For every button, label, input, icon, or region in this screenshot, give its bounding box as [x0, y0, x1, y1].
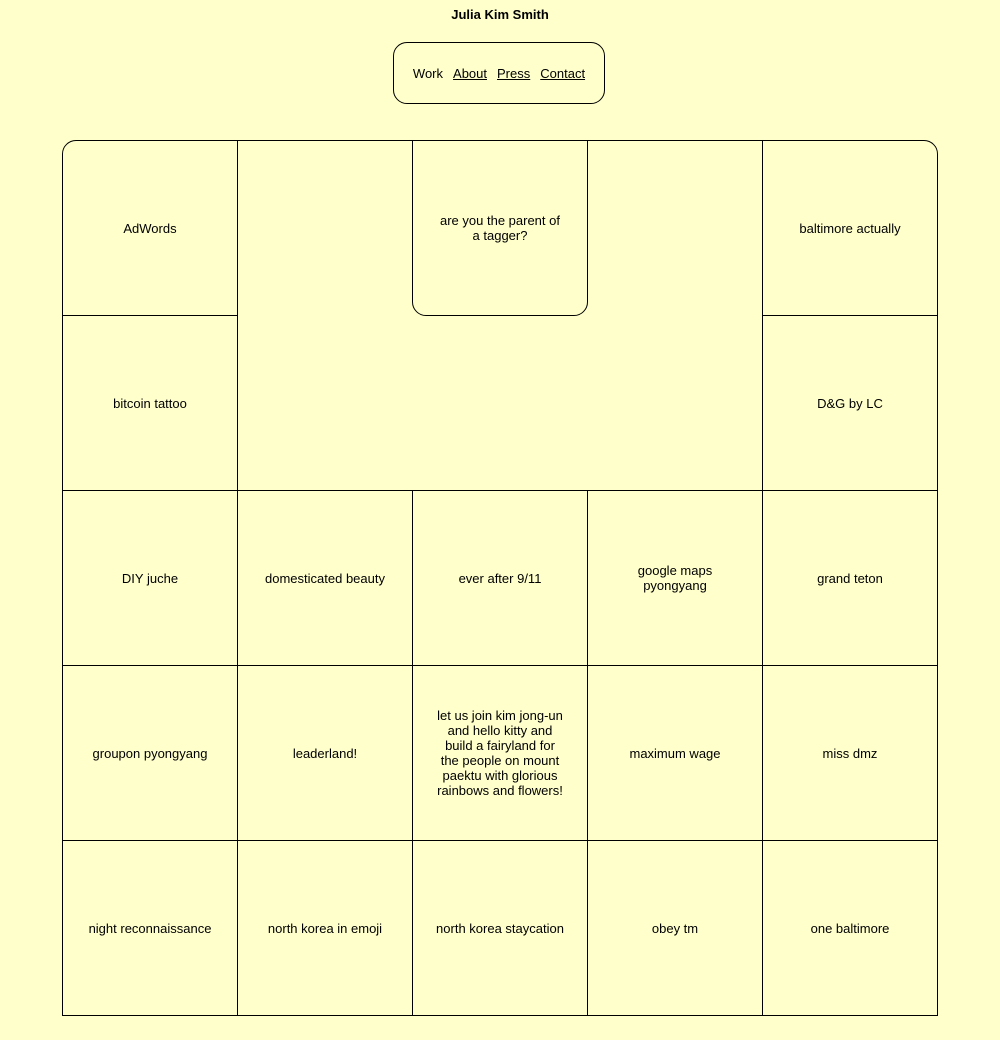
project-dg-by-lc[interactable] — [762, 315, 938, 491]
project-adwords[interactable] — [62, 140, 238, 316]
project-diy-juche[interactable] — [62, 490, 238, 666]
project-north-korea-staycation[interactable] — [412, 840, 588, 1016]
project-label: D&G by LC — [817, 395, 883, 411]
nav-about-link[interactable]: About — [453, 65, 488, 81]
project-google-maps-pyongyang[interactable] — [587, 490, 763, 666]
project-label: north korea staycation — [436, 920, 564, 936]
site-title: Julia Kim Smith — [451, 7, 549, 22]
project-label: leaderland! — [292, 745, 358, 761]
project-label: baltimore actually — [799, 220, 901, 236]
project-label: one baltimore — [810, 920, 890, 936]
project-north-korea-in-emoji[interactable] — [237, 840, 413, 1016]
project-label: let us join kim jong-un and hello kitty and build a fairyland for the people on mount paektu with glorious rainbows and flowers! — [437, 708, 563, 798]
main-nav — [393, 42, 605, 104]
project-label: night reconnaissance — [88, 920, 212, 936]
project-night-reconnaissance[interactable] — [62, 840, 238, 1016]
project-kim-jong-un-hello-kitty[interactable] — [412, 665, 588, 841]
project-grand-teton[interactable] — [762, 490, 938, 666]
project-label: maximum wage — [629, 745, 721, 761]
project-groupon-pyongyang[interactable] — [62, 665, 238, 841]
project-baltimore-actually[interactable] — [762, 140, 938, 316]
project-ever-after-911[interactable] — [412, 490, 588, 666]
project-label: ever after 9/11 — [458, 570, 542, 586]
project-parent-of-tagger[interactable] — [412, 140, 588, 316]
project-leaderland[interactable] — [237, 665, 413, 841]
project-bitcoin-tattoo[interactable] — [62, 315, 238, 491]
project-label: AdWords — [123, 220, 177, 236]
nav-work[interactable]: Work — [412, 65, 444, 81]
project-one-baltimore[interactable] — [762, 840, 938, 1016]
project-label: north korea in emoji — [267, 920, 383, 936]
nav-contact-link[interactable]: Contact — [540, 65, 586, 81]
project-label: miss dmz — [822, 745, 878, 761]
project-label: groupon pyongyang — [92, 745, 208, 761]
project-label: google maps pyongyang — [637, 563, 713, 593]
project-label: domesticated beauty — [265, 570, 385, 586]
project-label: grand teton — [817, 570, 883, 586]
project-obey-tm[interactable] — [587, 840, 763, 1016]
project-label: DIY juche — [121, 570, 179, 586]
project-miss-dmz[interactable] — [762, 665, 938, 841]
nav-press-link[interactable]: Press — [497, 65, 531, 81]
project-grid — [62, 140, 938, 1040]
project-maximum-wage[interactable] — [587, 665, 763, 841]
project-label: bitcoin tattoo — [113, 395, 187, 411]
project-label: obey tm — [651, 920, 699, 936]
project-domesticated-beauty[interactable] — [237, 490, 413, 666]
project-label: are you the parent of a tagger? — [440, 213, 560, 243]
